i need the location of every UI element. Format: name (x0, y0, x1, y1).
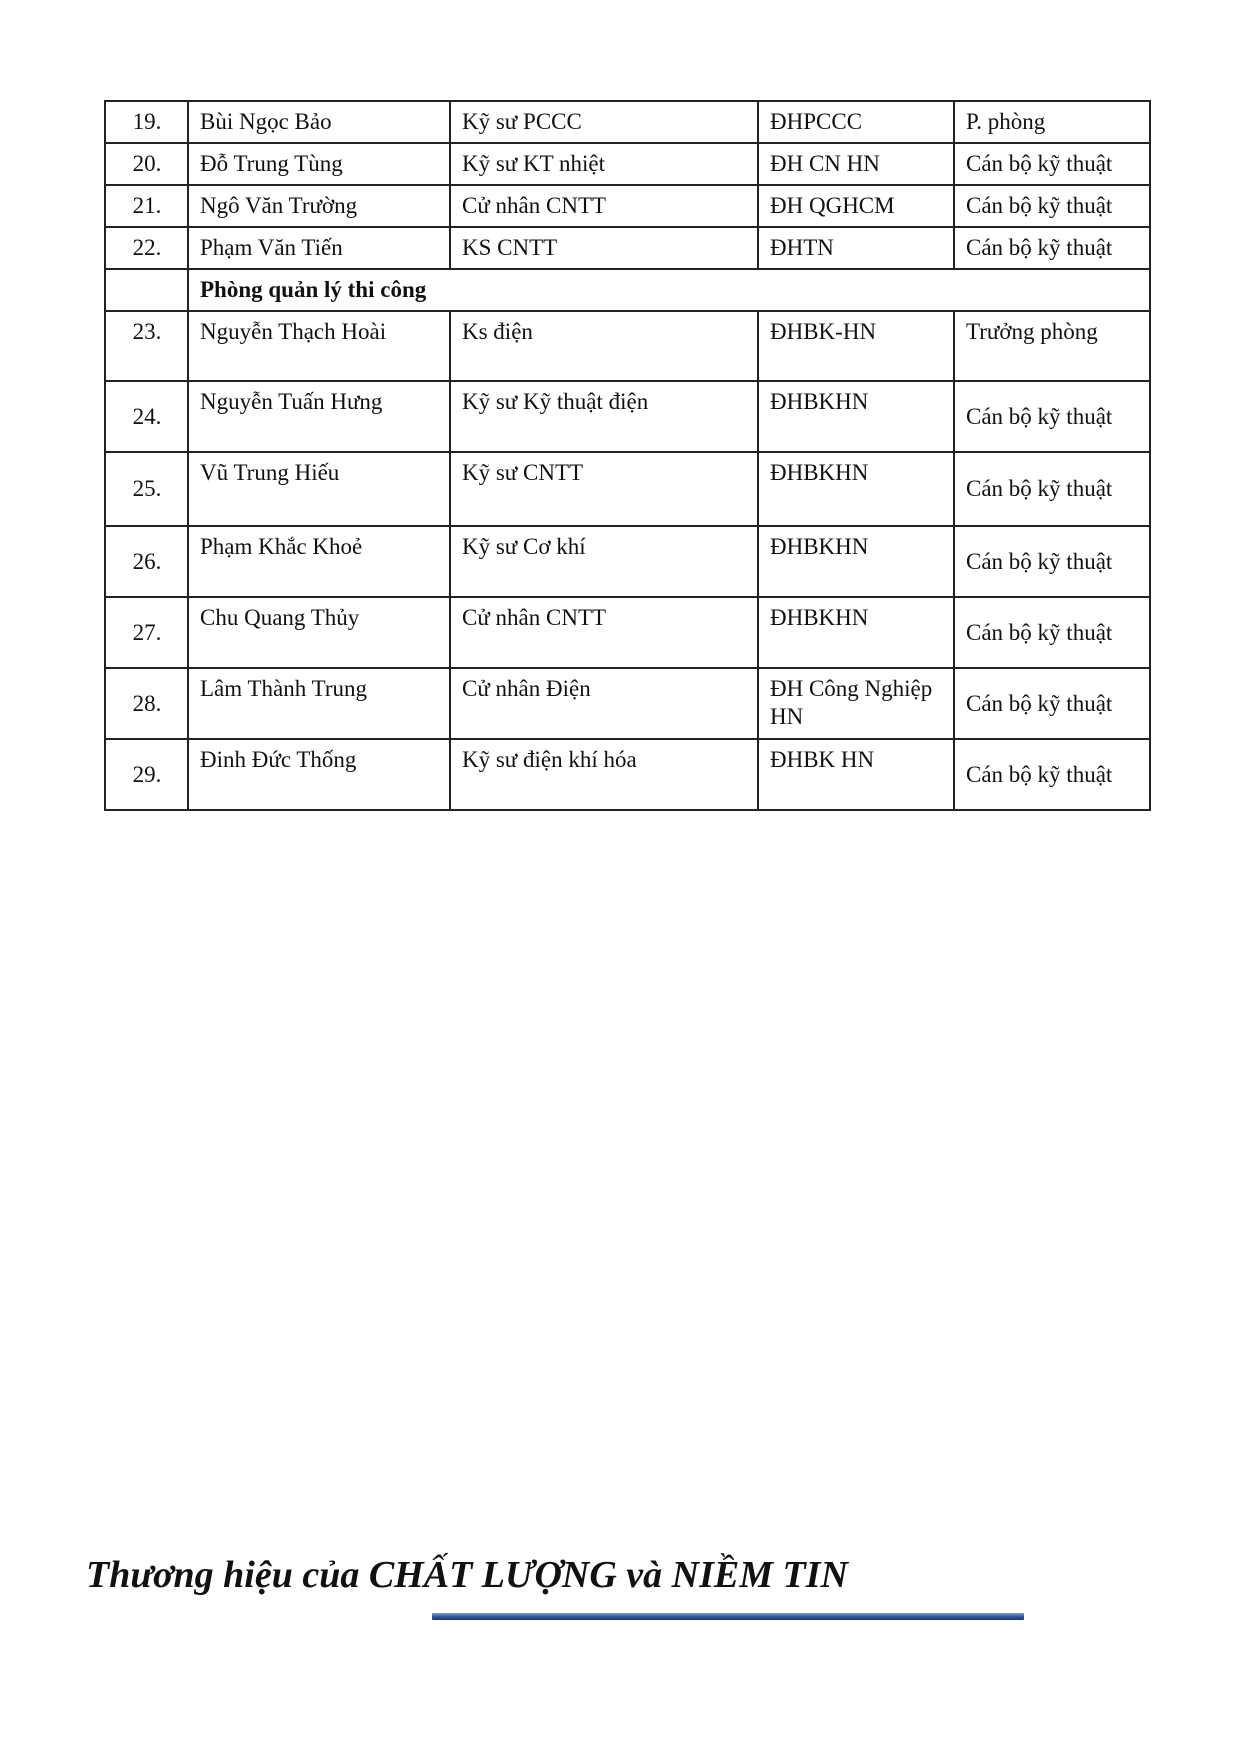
staff-school: ĐHTN (758, 227, 954, 269)
table-row (105, 668, 1150, 739)
table-row (105, 526, 1150, 597)
staff-role: Cán bộ kỹ thuật (954, 185, 1150, 227)
row-number: 29. (105, 739, 188, 810)
section-row (105, 269, 1150, 311)
staff-school: ĐHBKHN (758, 526, 954, 597)
staff-role: Cán bộ kỹ thuật (954, 227, 1150, 269)
staff-role: P. phòng (954, 101, 1150, 143)
row-number: 25. (105, 452, 188, 526)
staff-role: Cán bộ kỹ thuật (954, 143, 1150, 185)
staff-role: Cán bộ kỹ thuật (954, 526, 1150, 597)
staff-school: ĐHBK-HN (758, 311, 954, 381)
row-number: 23. (105, 311, 188, 381)
staff-name: Phạm Khắc Khoẻ (188, 526, 450, 597)
staff-degree: Kỹ sư CNTT (450, 452, 758, 526)
staff-role: Cán bộ kỹ thuật (954, 452, 1150, 526)
staff-name: Ngô Văn Trường (188, 185, 450, 227)
staff-degree: Kỹ sư điện khí hóa (450, 739, 758, 810)
staff-school: ĐHBK HN (758, 739, 954, 810)
row-number: 27. (105, 597, 188, 668)
staff-name: Nguyễn Thạch Hoài (188, 311, 450, 381)
staff-role: Cán bộ kỹ thuật (954, 381, 1150, 452)
staff-name: Nguyễn Tuấn Hưng (188, 381, 450, 452)
staff-name: Phạm Văn Tiến (188, 227, 450, 269)
table-row (105, 452, 1150, 526)
row-number: 21. (105, 185, 188, 227)
staff-name: Vũ Trung Hiếu (188, 452, 450, 526)
staff-school: ĐH CN HN (758, 143, 954, 185)
staff-name: Bùi Ngọc Bảo (188, 101, 450, 143)
row-number-empty (105, 269, 188, 311)
staff-degree: Ks điện (450, 311, 758, 381)
table-row (105, 739, 1150, 810)
staff-school: ĐHBKHN (758, 597, 954, 668)
footer-divider (432, 1613, 1024, 1620)
staff-name: Đinh Đức Thống (188, 739, 450, 810)
staff-name: Lâm Thành Trung (188, 668, 450, 739)
staff-degree: Kỹ sư KT nhiệt (450, 143, 758, 185)
staff-degree: KS CNTT (450, 227, 758, 269)
table-row (105, 311, 1150, 381)
staff-school: ĐHPCCC (758, 101, 954, 143)
staff-role: Cán bộ kỹ thuật (954, 597, 1150, 668)
staff-role: Trưởng phòng (954, 311, 1150, 381)
staff-role: Cán bộ kỹ thuật (954, 668, 1150, 739)
staff-degree: Cử nhân CNTT (450, 185, 758, 227)
staff-school: ĐHBKHN (758, 381, 954, 452)
staff-school: ĐH Công Nghiệp HN (758, 668, 954, 739)
row-number: 22. (105, 227, 188, 269)
table-row (105, 185, 1150, 227)
row-number: 19. (105, 101, 188, 143)
staff-name: Chu Quang Thủy (188, 597, 450, 668)
table-row (105, 143, 1150, 185)
staff-degree: Cử nhân Điện (450, 668, 758, 739)
section-title: Phòng quản lý thi công (188, 269, 1150, 311)
table-row (105, 101, 1150, 143)
staff-school: ĐHBKHN (758, 452, 954, 526)
staff-degree: Kỹ sư Kỹ thuật điện (450, 381, 758, 452)
row-number: 28. (105, 668, 188, 739)
row-number: 26. (105, 526, 188, 597)
staff-degree: Kỹ sư Cơ khí (450, 526, 758, 597)
staff-table (104, 100, 1151, 811)
table-row (105, 381, 1150, 452)
row-number: 20. (105, 143, 188, 185)
table-row (105, 227, 1150, 269)
staff-role: Cán bộ kỹ thuật (954, 739, 1150, 810)
staff-name: Đỗ Trung Tùng (188, 143, 450, 185)
table-row (105, 597, 1150, 668)
staff-school: ĐH QGHCM (758, 185, 954, 227)
footer-slogan: Thương hiệu của CHẤT LƯỢNG và NIỀM TIN (86, 1554, 848, 1596)
staff-degree: Kỹ sư PCCC (450, 101, 758, 143)
staff-degree: Cử nhân CNTT (450, 597, 758, 668)
row-number: 24. (105, 381, 188, 452)
